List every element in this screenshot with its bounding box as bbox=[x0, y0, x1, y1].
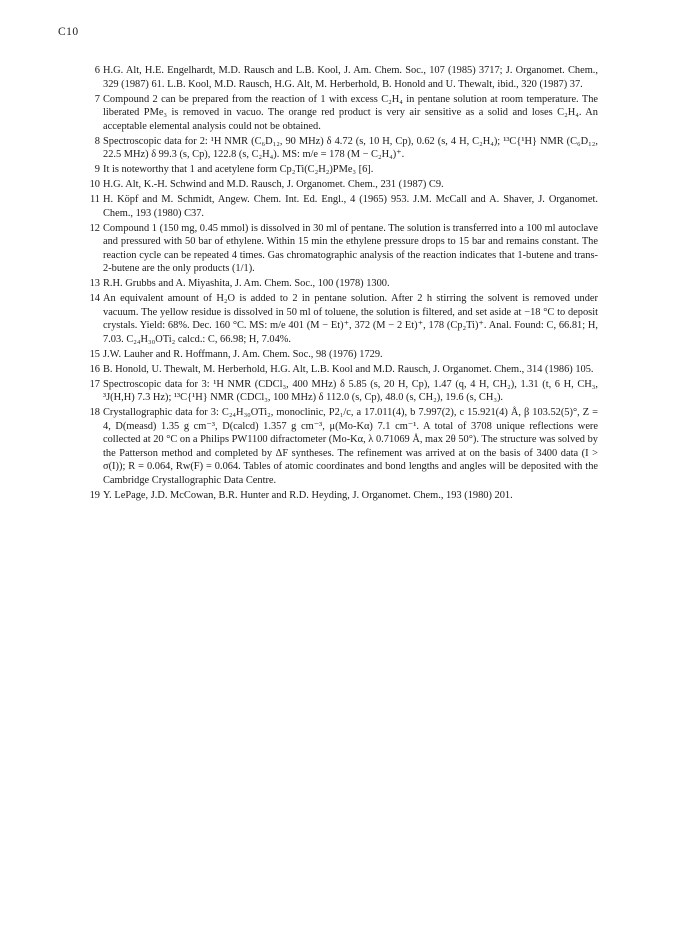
reference-item bbox=[86, 292, 598, 346]
reference-number: 18 bbox=[89, 407, 100, 418]
reference-item bbox=[86, 135, 598, 162]
reference-item bbox=[86, 193, 598, 220]
reference-item bbox=[86, 64, 598, 91]
reference-item bbox=[86, 378, 598, 405]
reference-number: 11 bbox=[89, 194, 100, 205]
reference-text: B. Honold, U. Thewalt, M. Herberhold, H.G. Alt, L.B. Kool and M.D. Rausch, J. Organomet. Chem., 314 (1986) 105. bbox=[103, 363, 594, 375]
reference-text: Spectroscopic data for 3: ¹H NMR (CDCl₃, 400 MHz) δ 5.85 (s, 20 H, Cp), 1.47 (q, 4 H, CH₂), 1.31 (t, 6 H, CH₃, ³J(H,H) 7.3 Hz); ¹³C{¹H} NMR (CDCl₃, 100 MHz) δ 112.0 (s, Cp), 48.0 (s, CH₂), 19.6 (s, CH₃). bbox=[103, 378, 598, 403]
reference-list bbox=[86, 64, 598, 504]
reference-text: R.H. Grubbs and A. Miyashita, J. Am. Chem. Soc., 100 (1978) 1300. bbox=[103, 278, 390, 289]
reference-text: Compound 1 (150 mg, 0.45 mmol) is dissolved in 30 ml of pentane. The solution is transferred into a 100 ml autoclave and pressured with 50 bar of ethylene. Within 15 min the ethylene pressure drops to 15 bar and remains constant. The reaction cycle can be repeated 4 times. Gas chromatographic analysis of the reaction indicates that 1-butene and trans-2-butene are the only products (1/1). bbox=[103, 222, 598, 274]
reference-text: H.G. Alt, H.E. Engelhardt, M.D. Rausch and L.B. Kool, J. Am. Chem. Soc., 107 (1985) 3717; J. Organomet. Chem., 329 (1987) 61. L.B. Kool, M.D. Rausch, H.G. Alt, M. Herberhold, B. Honold and U. Thewalt, ibid., 320 (1987) 37. bbox=[103, 65, 598, 90]
reference-text: Crystallographic data for 3: C₂₄H₃₀OTi₂, monoclinic, P2₁/c, a 17.011(4), b 7.997(2), c 15.921(4) Å, β 103.52(5)°, Z = 4, D(measd) 1.35 g cm⁻³, D(calcd) 1.357 g cm⁻³, μ(Mo-Kα) 7.1 cm⁻¹. A total of 3708 unique reflections were collected at 20 °C on a Philips PW1100 difractometer (Mo-Kα, λ 0.71069 Å, max 2θ 50°). The structure was solved by the Patterson method and completed by ΔF syntheses. The refinement was arrived at on the basis of 3400 data (I > σ(I)); R = 0.064, Rw(F) = 0.064. Tables of atomic coordinates and bond lengths and angles will be deposited with the Cambridge Crystallographic Data Centre. bbox=[103, 407, 598, 486]
reference-item bbox=[86, 363, 598, 377]
reference-text: Spectroscopic data for 2: ¹H NMR (C₆D₁₂, 90 MHz) δ 4.72 (s, 10 H, Cp), 0.62 (s, 4 H, C₂H₄); ¹³C{¹H} NMR (C₆D₁₂, 22.5 MHz) δ 99.3 (s, Cp), 122.8 (s, C₂H₄). MS: m/e = 178 (M − C₂H₄)⁺. bbox=[103, 135, 598, 160]
reference-number: 15 bbox=[89, 348, 100, 360]
reference-item bbox=[86, 406, 598, 487]
reference-number: 10 bbox=[89, 179, 100, 190]
reference-item bbox=[86, 163, 598, 177]
reference-number: 16 bbox=[89, 363, 100, 375]
reference-number: 7 bbox=[94, 93, 100, 105]
reference-item bbox=[86, 178, 598, 192]
reference-text: Compound 2 can be prepared from the reaction of 1 with excess C₂H₄ in pentane solution at room temperature. The liberated PMe₃ is removed in vacuo. The orange red product is very air sensitive as a solid and loses C₂H₄. An acceptable elemental analysis could not be obtained. bbox=[103, 93, 598, 132]
reference-text: Y. LePage, J.D. McCowan, B.R. Hunter and R.D. Heyding, J. Organomet. Chem., 193 (1980) 201. bbox=[103, 489, 513, 501]
reference-number: 13 bbox=[89, 278, 100, 289]
reference-number: 14 bbox=[89, 293, 100, 304]
reference-number: 6 bbox=[94, 65, 100, 76]
reference-number: 12 bbox=[89, 222, 100, 234]
page-number-header: C10 bbox=[58, 26, 79, 38]
reference-number: 8 bbox=[94, 135, 100, 147]
reference-number: 19 bbox=[89, 489, 100, 501]
reference-item bbox=[86, 222, 598, 276]
reference-text: It is noteworthy that 1 and acetylene form Cp₂Ti(C₂H₂)PMe₃ [6]. bbox=[103, 164, 374, 175]
reference-text: H.G. Alt, K.-H. Schwind and M.D. Rausch, J. Organomet. Chem., 231 (1987) C9. bbox=[103, 179, 444, 190]
reference-text: J.W. Lauher and R. Hoffmann, J. Am. Chem. Soc., 98 (1976) 1729. bbox=[103, 348, 383, 360]
reference-item bbox=[86, 489, 598, 503]
reference-number: 9 bbox=[94, 164, 100, 175]
reference-number: 17 bbox=[89, 378, 100, 390]
reference-item bbox=[86, 277, 598, 291]
reference-text: H. Köpf and M. Schmidt, Angew. Chem. Int. Ed. Engl., 4 (1965) 953. J.M. McCall and A. Shaver, J. Organomet. Chem., 193 (1980) C37. bbox=[103, 194, 598, 219]
reference-item bbox=[86, 93, 598, 134]
reference-text: An equivalent amount of H₂O is added to 2 in pentane solution. After 2 h stirring the solvent is removed under vacuum. The yellow residue is dissolved in 50 ml of toluene, the solution is filtered, and set aside at −18 °C to deposit crystals. Yield: 68%. Dec. 160 °C. MS: m/e 401 (M − Et)⁺, 372 (M − 2 Et)⁺, 178 (Cp₂Ti)⁺. Anal. Found: C, 66.81; H, 7.03. C₂₄H₃₀OTi₂ calcd.: C, 66.98; H, 7.04%. bbox=[103, 293, 598, 345]
reference-item bbox=[86, 348, 598, 362]
